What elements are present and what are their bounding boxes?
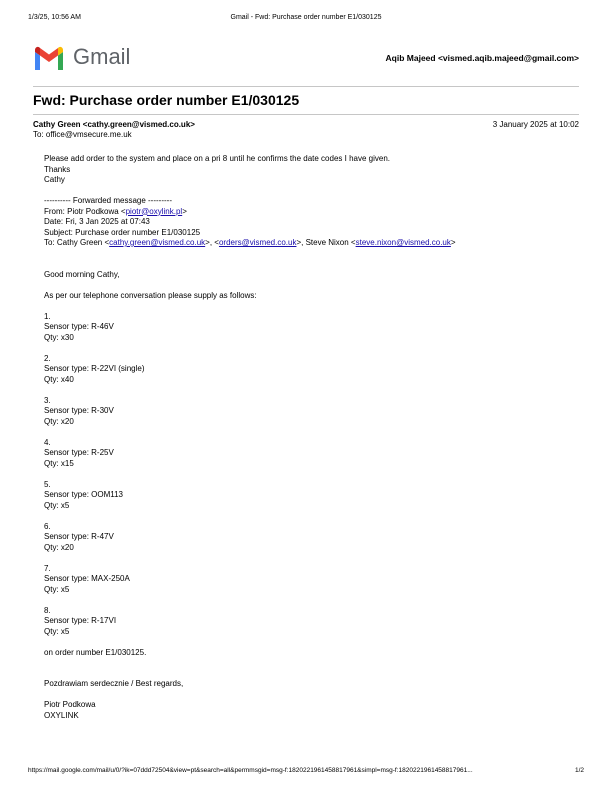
item-number: 1. [44, 311, 51, 321]
page-number: 1/2 [574, 767, 584, 774]
order-item [44, 564, 572, 606]
item-type: Sensor type: R-47V [44, 532, 114, 541]
order-item [44, 354, 572, 396]
recipient-link[interactable]: cathy.green@vismed.co.uk [109, 238, 206, 247]
order-item [44, 312, 572, 354]
item-type: Sensor type: MAX-250A [44, 574, 130, 583]
item-qty: Qty: x40 [44, 374, 74, 384]
forwarded-from: From: Piotr Podkowa <piotr@oxylink.pl> [44, 206, 187, 216]
gmail-wordmark: Gmail [73, 44, 131, 69]
order-item [44, 396, 572, 438]
print-datetime: 1/3/25, 10:56 AM [28, 14, 81, 21]
email-body [44, 154, 572, 721]
recipient-link[interactable]: orders@vismed.co.uk [218, 238, 297, 247]
order-item [44, 438, 572, 480]
order-item [44, 480, 572, 522]
order-item [44, 522, 572, 564]
item-qty: Qty: x30 [44, 332, 74, 342]
item-qty: Qty: x5 [44, 584, 70, 594]
header-divider [33, 86, 579, 87]
order-item [44, 606, 572, 648]
intro-line: Cathy [44, 175, 65, 184]
gmail-logo [33, 40, 153, 74]
item-type: Sensor type: R-30V [44, 406, 114, 415]
print-url: https://mail.google.com/mail/u/0/?ik=07ddd72504&view=pt&search=all&permmsgid=msg-f:1820221961458817961&simpl=msg-f:1820221961458817961... [28, 767, 473, 774]
forwarded-divider: ---------- Forwarded message --------- [44, 196, 172, 205]
item-number: 7. [44, 563, 51, 573]
forwarded-from-link[interactable]: piotr@oxylink.pl [125, 206, 183, 216]
greeting: Good morning Cathy, [44, 269, 120, 279]
forwarded-subject: Subject: Purchase order number E1/030125 [44, 227, 201, 237]
recipient-link[interactable]: steve.nixon@vismed.co.uk [355, 238, 451, 247]
recipient: To: office@vmsecure.me.uk [33, 130, 132, 139]
item-qty: Qty: x20 [44, 416, 74, 426]
print-header [28, 14, 584, 24]
gmail-m-icon [33, 46, 65, 70]
subject-divider [33, 114, 579, 115]
print-footer [28, 767, 584, 774]
item-qty: Qty: x15 [44, 458, 74, 468]
intro-line: Please add order to the system and place on a pri 8 until he confirms the date codes I have given. [44, 154, 390, 163]
email-subject: Fwd: Purchase order number E1/030125 [33, 92, 300, 108]
gmail-header [33, 40, 579, 74]
item-number: 4. [44, 437, 51, 447]
intro-line: Thanks [44, 164, 71, 174]
email-meta [33, 120, 579, 140]
item-type: Sensor type: R-17VI [44, 616, 117, 625]
regards: Pozdrawiam serdecznie / Best regards, [44, 679, 184, 688]
signature-company: OXYLINK [44, 710, 79, 720]
account-name: Aqib Majeed <vismed.aqib.majeed@gmail.com> [385, 53, 579, 63]
forwarded-to: To: Cathy Green <cathy.green@vismed.co.uk>, <orders@vismed.co.uk>, Steve Nixon <steve.nixon@vismed.co.uk> [44, 238, 456, 247]
lead-line: As per our telephone conversation please supply as follows: [44, 290, 257, 300]
print-title: Gmail - Fwd: Purchase order number E1/030125 [230, 14, 382, 21]
order-line: on order number E1/030125. [44, 647, 147, 657]
forwarded-date: Date: Fri, 3 Jan 2025 at 07:43 [44, 217, 150, 226]
item-number: 6. [44, 521, 51, 531]
sender: Cathy Green <cathy.green@vismed.co.uk> [33, 120, 195, 129]
item-type: Sensor type: R-25V [44, 448, 114, 457]
item-type: Sensor type: R-22VI (single) [44, 364, 145, 373]
item-number: 8. [44, 605, 51, 615]
item-qty: Qty: x5 [44, 626, 70, 636]
item-number: 5. [44, 479, 51, 489]
email-date: 3 January 2025 at 10:02 [492, 120, 579, 129]
item-number: 2. [44, 353, 51, 363]
item-type: Sensor type: R-46V [44, 322, 114, 331]
item-type: Sensor type: OOM113 [44, 490, 123, 499]
item-number: 3. [44, 395, 51, 405]
signature-name: Piotr Podkowa [44, 700, 96, 709]
item-qty: Qty: x20 [44, 542, 74, 552]
item-qty: Qty: x5 [44, 500, 70, 510]
